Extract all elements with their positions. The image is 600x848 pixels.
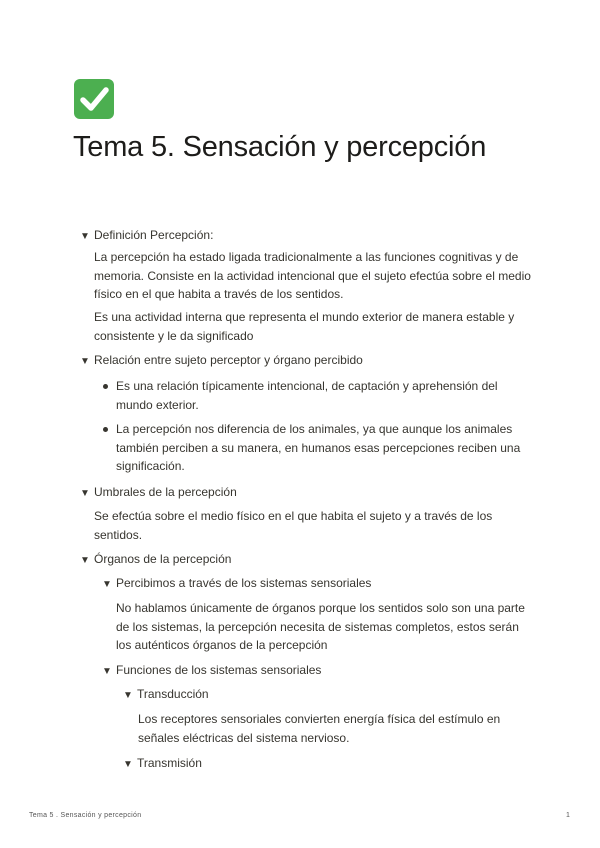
- list-item: Es una relación típicamente intencional, de captación y aprehensión del mundo exterior.: [116, 379, 498, 412]
- toggle-funciones[interactable]: [102, 661, 321, 681]
- page-title: Tema 5. Sensación y percepción: [73, 131, 487, 163]
- paragraph: Es una actividad interna que representa el mundo exterior de manera estable y consistente y le da significado: [94, 310, 515, 343]
- bullet-dot-icon: [103, 384, 108, 389]
- toggle-triangle-icon: ▼: [102, 666, 112, 677]
- paragraph: Se efectúa sobre el medio físico en el que habita el sujeto y a través de los sentidos.: [94, 509, 493, 542]
- toggle-triangle-icon: ▼: [102, 579, 112, 590]
- toggle-triangle-icon: ▼: [80, 356, 90, 367]
- toggle-umbrales[interactable]: [80, 483, 237, 503]
- toggle-triangle-icon: ▼: [123, 690, 133, 701]
- toggle-triangle-icon: ▼: [80, 231, 90, 242]
- toggle-transduccion[interactable]: [123, 685, 209, 705]
- toggle-triangle-icon: ▼: [123, 759, 133, 770]
- toggle-relacion[interactable]: [80, 351, 363, 371]
- footer-title: Tema 5 . Sensación y percepción: [29, 812, 142, 819]
- toggle-label: Funciones de los sistemas sensoriales: [116, 663, 322, 677]
- toggle-organos[interactable]: [80, 550, 231, 570]
- toggle-triangle-icon: ▼: [80, 488, 90, 499]
- page-number: 1: [566, 812, 570, 819]
- toggle-triangle-icon: ▼: [80, 555, 90, 566]
- toggle-label: Definición Percepción:: [94, 228, 214, 242]
- toggle-transmision[interactable]: [123, 754, 202, 774]
- check-mark-button-icon: [74, 79, 114, 119]
- list-item: La percepción nos diferencia de los animales, ya que aunque los animales también perciben a su manera, en humanos esas percepciones reciben una significación.: [116, 422, 521, 473]
- toggle-label: Órganos de la percepción: [94, 552, 232, 566]
- toggle-label: Transmisión: [137, 756, 202, 770]
- paragraph: Los receptores sensoriales convierten energía física del estímulo en señales eléctricas del sistema nervioso.: [138, 712, 501, 745]
- paragraph: No hablamos únicamente de órganos porque los sentidos solo son una parte de los sistemas, la percepción necesita de sistemas completos, estos serán los auténticos órganos de la percepción: [116, 601, 525, 652]
- toggle-percibimos[interactable]: [102, 574, 371, 594]
- bullet-dot-icon: [103, 427, 108, 432]
- toggle-label: Umbrales de la percepción: [94, 485, 237, 499]
- toggle-label: Percibimos a través de los sistemas sensoriales: [116, 576, 372, 590]
- toggle-label: Transducción: [137, 687, 209, 701]
- toggle-definicion[interactable]: [80, 226, 213, 246]
- toggle-label: Relación entre sujeto perceptor y órgano percibido: [94, 353, 363, 367]
- paragraph: La percepción ha estado ligada tradicionalmente a las funciones cognitivas y de memoria. Consiste en la actividad intencional que el sujeto efectúa sobre el medio físico en el que habita a través de los sentidos.: [94, 250, 531, 301]
